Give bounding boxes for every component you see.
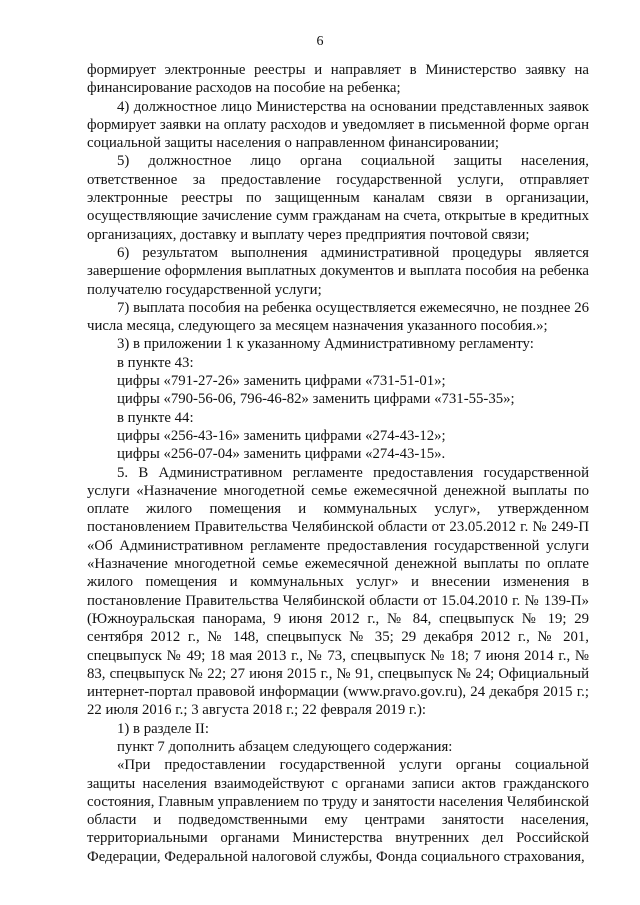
paragraph: 5) должностное лицо органа социальной защиты населения, ответственное за предоставление государственной услуги, отправляет электронные реестры по защищенным каналам связи в организации, осуществляющие зачисление сумм гражданам на счета, открытые в кредитных организациях, доставку и выплату через предприятия почтовой связи; — [87, 153, 589, 243]
paragraph: в пункте 43: — [117, 354, 194, 371]
paragraph: цифры «256-43-16» заменить цифрами «274-43-12»; — [117, 427, 446, 444]
paragraph: 4) должностное лицо Министерства на основании представленных заявок формирует заявки на оплату расходов и уведомляет в письменной форме орган социальной защиты населения о направленном финансировании; — [87, 98, 589, 152]
paragraph: цифры «790-56-06, 796-46-82» заменить цифрами «731-55-35»; — [117, 391, 515, 408]
paragraph: 5. В Административном регламенте предоставления государственной услуги «Назначение многодетной семье ежемесячной денежной выплаты по оплате жилого помещения и коммунальных услуг», утвержденном постановлением Правительства Челябинской области от 23.05.2012 г. № 249-П «Об Административном регламенте предоставления государственной услуги «Назначение многодетной семье ежемесячной денежной выплаты по оплате жилого помещения и коммунальных услуг» и внесении изменения в постановление Правительства Челябинской области от 15.04.2010 г. № 139-П» (Южноуральская панорама, 9 июня 2012 г., № 84, спецвыпуск № 19; 29 сентября 2012 г., № 148, спецвыпуск № 35; 29 декабря 2012 г., № 201, спецвыпуск № 49; 18 мая 2013 г., № 73, спецвыпуск № 18; 7 июня 2014 г., № 83, спецвыпуск № 22; 27 июня 2015 г., № 91, спецвыпуск № 24; Официальный интернет-портал правовой информации (www.pravo.gov.ru), 24 декабря 2015 г.; 22 июля 2016 г.; 3 августа 2018 г.; 22 февраля 2019 г.): — [87, 464, 589, 719]
paragraph: цифры «791-27-26» заменить цифрами «731-51-01»; — [117, 373, 446, 390]
paragraph: 1) в разделе II: — [117, 720, 209, 737]
page-number: 6 — [316, 34, 324, 49]
paragraph: цифры «256-07-04» заменить цифрами «274-43-15». — [117, 446, 446, 463]
paragraph: 6) результатом выполнения административной процедуры является завершение оформления выплатных документов и выплата пособия на ребенка получателю государственной услуги; — [87, 244, 589, 298]
paragraph: формирует электронные реестры и направляет в Министерство заявку на финансирование расходов на пособие на ребенка; — [87, 62, 589, 97]
paragraph: 7) выплата пособия на ребенка осуществляется ежемесячно, не позднее 26 числа месяца, следующего за месяцем назначения указанного пособия.»; — [87, 299, 589, 335]
document-body — [87, 61, 589, 866]
paragraph: в пункте 44: — [117, 409, 194, 426]
paragraph: 3) в приложении 1 к указанному Административному регламенту: — [117, 336, 534, 353]
paragraph: пункт 7 дополнить абзацем следующего содержания: — [117, 738, 453, 755]
paragraph: «При предоставлении государственной услуги органы социальной защиты населения взаимодействуют с органами записи актов гражданского состояния, Главным управлением по труду и занятости населения Челябинской области и подведомственными ему центрами занятости населения, территориальными органами Министерства внутренних дел Российской Федерации, Федеральной налоговой службы, Фонда социального страхования, — [87, 757, 589, 865]
